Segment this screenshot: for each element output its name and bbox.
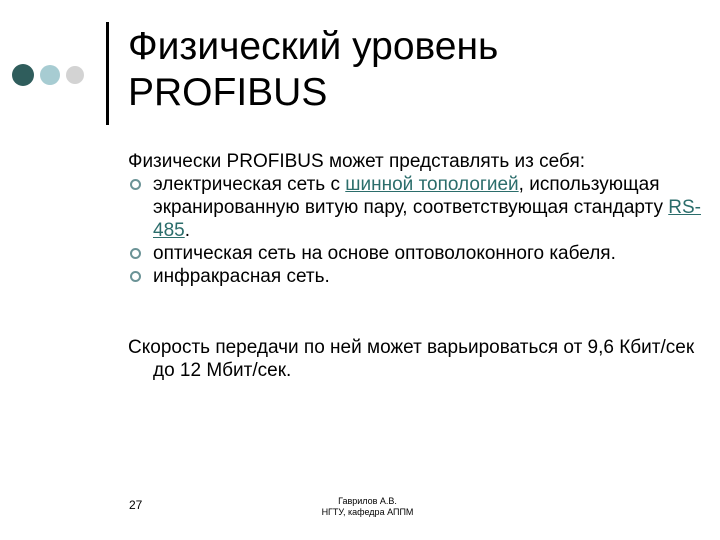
rs485-link[interactable]: RS-485 bbox=[153, 197, 701, 241]
ring-bullet-icon bbox=[130, 271, 141, 282]
title-line-1: Физический уровень bbox=[128, 25, 499, 68]
title-divider bbox=[106, 22, 109, 125]
bullet-list bbox=[128, 173, 708, 288]
intro-text: Физически PROFIBUS может представлять из себя: bbox=[128, 151, 586, 172]
bullet-item-electrical bbox=[128, 173, 708, 242]
gray-dot-icon bbox=[66, 66, 84, 84]
title-line-2: PROFIBUS bbox=[128, 71, 328, 114]
bus-topology-link[interactable]: шинной топологией bbox=[345, 174, 519, 195]
bullet-item-optical bbox=[128, 242, 708, 265]
author-name: Гаврилов А.В. bbox=[338, 496, 397, 506]
dark-dot-icon bbox=[12, 64, 34, 86]
slide-title bbox=[128, 24, 498, 116]
footer-author bbox=[290, 496, 445, 518]
bullet1-text-pre: электрическая сеть с bbox=[153, 174, 346, 195]
slide-body bbox=[128, 150, 708, 382]
bullet1-text-post: . bbox=[184, 220, 190, 241]
author-affiliation: НГТУ, кафедра АППМ bbox=[321, 507, 414, 517]
bullet2-text: оптическая сеть на основе оптоволоконного кабеля. bbox=[153, 243, 616, 264]
bullet1-text-mid: , использующая экранированную витую пару, соответствующая стандарту bbox=[153, 174, 669, 218]
ring-bullet-icon bbox=[130, 248, 141, 259]
bullet-item-infrared bbox=[128, 265, 708, 288]
bullet3-text: инфракрасная сеть. bbox=[153, 266, 330, 287]
light-dot-icon bbox=[40, 65, 60, 85]
ring-bullet-icon bbox=[130, 179, 141, 190]
page-number: 27 bbox=[129, 498, 143, 512]
speed-text: Скорость передачи по ней может варьироваться от 9,6 Кбит/сек до 12 Мбит/сек. bbox=[128, 337, 695, 381]
